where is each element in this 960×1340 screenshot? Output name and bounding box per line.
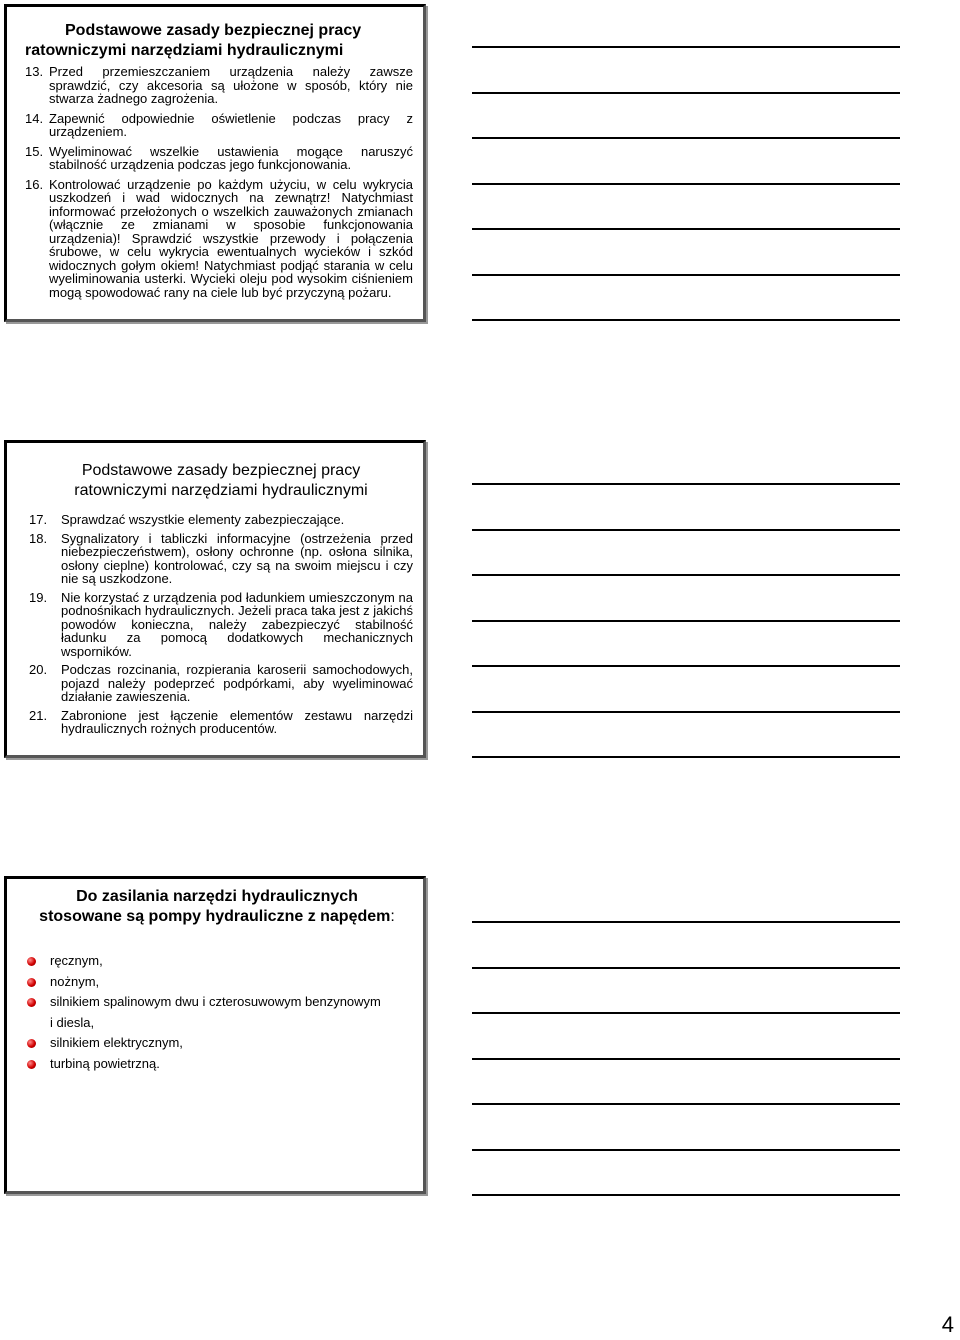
list-item-text: i diesla,	[50, 1014, 95, 1030]
slide-1-title-line-1: Podstawowe zasady bezpiecznej pracy	[65, 22, 362, 39]
red-bullet-icon	[27, 1039, 36, 1048]
list-item	[25, 145, 413, 172]
slide-1-list	[25, 65, 413, 299]
list-item-number: 16.	[25, 176, 44, 192]
note-line	[472, 92, 900, 94]
slide-2-title	[29, 461, 413, 501]
list-item-text: turbiną powietrzną.	[50, 1055, 160, 1071]
list-item-text: Nie korzystać z urządzenia pod ładunkiem umieszczonym na podnośnikach hydraulicznych. Jeżeli praca taka jest z jakichś powodów konieczna, należy zabezpieczyć stabilność ładunku za pomocą dodatkowych mechanicznych wsporników.	[61, 589, 413, 659]
list-item-text: silnikiem elektrycznym,	[50, 1035, 183, 1050]
slide-2-title-line-1: Podstawowe zasady bezpiecznej pracy	[81, 462, 361, 479]
note-line	[472, 183, 900, 185]
list-item	[29, 532, 413, 586]
note-line	[472, 921, 900, 923]
list-item-number: 14.	[25, 110, 44, 126]
list-item	[29, 591, 413, 659]
list-item	[21, 1033, 413, 1054]
slide-3-bullet-list	[21, 951, 413, 1074]
page-number: 4	[941, 1312, 954, 1337]
red-bullet-icon	[27, 1060, 36, 1069]
list-item-number: 18.	[29, 530, 48, 546]
slide-3-title-line-2-text: stosowane są pompy hydrauliczne z napędem	[39, 908, 391, 925]
slide-3-title-colon: :	[390, 908, 395, 925]
note-line	[472, 319, 900, 321]
list-item	[21, 972, 413, 993]
note-line	[472, 1103, 900, 1105]
slide-3-title	[21, 887, 413, 927]
list-item-text: Sprawdzać wszystkie elementy zabezpieczające.	[61, 512, 345, 527]
note-line	[472, 756, 900, 758]
note-line	[472, 1058, 900, 1060]
list-item-text: Sygnalizatory i tabliczki informacyjne (ostrzeżenia przed niebezpieczeństwem), osłony ochronne (np. osłona silnika, osłony cieplne) kontrolować, czy są na swoim miejscu i czy nie są uszkodzone.	[61, 530, 413, 586]
slide-2-title-line-2: ratowniczymi narzędziami hydraulicznymi	[74, 482, 368, 499]
list-item-number: 19.	[29, 589, 48, 605]
list-item-text: Zabronione jest łączenie elementów zestawu narzędzi hydraulicznych rożnych producentów.	[61, 707, 413, 736]
red-bullet-icon	[27, 998, 36, 1007]
list-item-text: Przed przemieszczaniem urządzenia należy zawsze sprawdzić, czy akcesoria są ułożone w sposób, który nie stwarza żadnego zagrożenia.	[49, 64, 413, 106]
note-line	[472, 46, 900, 48]
list-item	[25, 112, 413, 139]
note-line	[472, 1194, 900, 1196]
note-line	[472, 1149, 900, 1151]
note-line	[472, 483, 900, 485]
list-item-text: Wyeliminować wszelkie ustawienia mogące naruszyć stabilność urządzenia podczas jego funkcjonowania.	[49, 143, 413, 172]
list-item-number: 13.	[25, 64, 44, 79]
list-item-text: Podczas rozcinania, rozpierania karoserii samochodowych, pojazd należy podeprzeć podpórkami, aby wyeliminować działanie zawieszenia.	[61, 662, 413, 704]
note-line	[472, 665, 900, 667]
list-item	[29, 513, 413, 527]
note-line	[472, 529, 900, 531]
list-item-text: Zapewnić odpowiednie oświetlenie podczas pracy z urządzeniem.	[49, 110, 413, 139]
list-item	[21, 1054, 413, 1075]
list-item	[25, 178, 413, 300]
slide-3-title-line-2	[21, 907, 413, 927]
list-item	[29, 709, 413, 736]
list-item-text: silnikiem spalinowym dwu i czterosuwowym benzynowym	[50, 994, 381, 1009]
slide-3-title-line-1: Do zasilania narzędzi hydraulicznych	[76, 888, 358, 905]
note-line	[472, 228, 900, 230]
list-item-text: Kontrolować urządzenie po każdym użyciu, w celu wykrycia uszkodzeń i wad widocznych na zewnątrz! Natychmiast informować przełożonych o wszelkich zauważonych zmianach (włącznie ze zmianami w sposobie funkcjonowania urządzenia)! Sprawdzić wszystkie przewody i połączenia śrubowe, w celu wykrycia ewentualnych wycieków i szkód widocznych gołym okiem! Natychmiast podjąć starania w celu wyeliminowania usterki. Wycieki oleju pod wysokim ciśnieniem mogą spowodować rany na ciele lub być przyczyną pożaru.	[49, 176, 413, 300]
list-item-number: 20.	[29, 662, 48, 677]
note-line	[472, 620, 900, 622]
note-line	[472, 274, 900, 276]
note-line	[472, 967, 900, 969]
slide-1	[4, 4, 426, 322]
list-item-text: ręcznym,	[50, 953, 103, 968]
slide-1-title-line-2: ratowniczymi narzędziami hydraulicznymi	[25, 42, 344, 59]
list-item	[21, 992, 413, 1013]
list-item	[25, 65, 413, 106]
slide-1-title	[25, 21, 413, 61]
note-line	[472, 711, 900, 713]
note-line	[472, 574, 900, 576]
list-item-number: 17.	[29, 512, 48, 527]
red-bullet-icon	[27, 957, 36, 966]
list-item-number: 15.	[25, 143, 44, 159]
list-item-number: 21.	[29, 707, 48, 723]
list-item	[21, 951, 413, 972]
slide-3	[4, 876, 426, 1194]
note-line	[472, 137, 900, 139]
list-item-continuation	[21, 1013, 413, 1034]
note-line	[472, 1012, 900, 1014]
list-item-text: nożnym,	[50, 973, 100, 989]
slide-2-list	[29, 513, 413, 736]
slide-2	[4, 440, 426, 758]
red-bullet-icon	[27, 978, 36, 987]
list-item	[29, 663, 413, 704]
